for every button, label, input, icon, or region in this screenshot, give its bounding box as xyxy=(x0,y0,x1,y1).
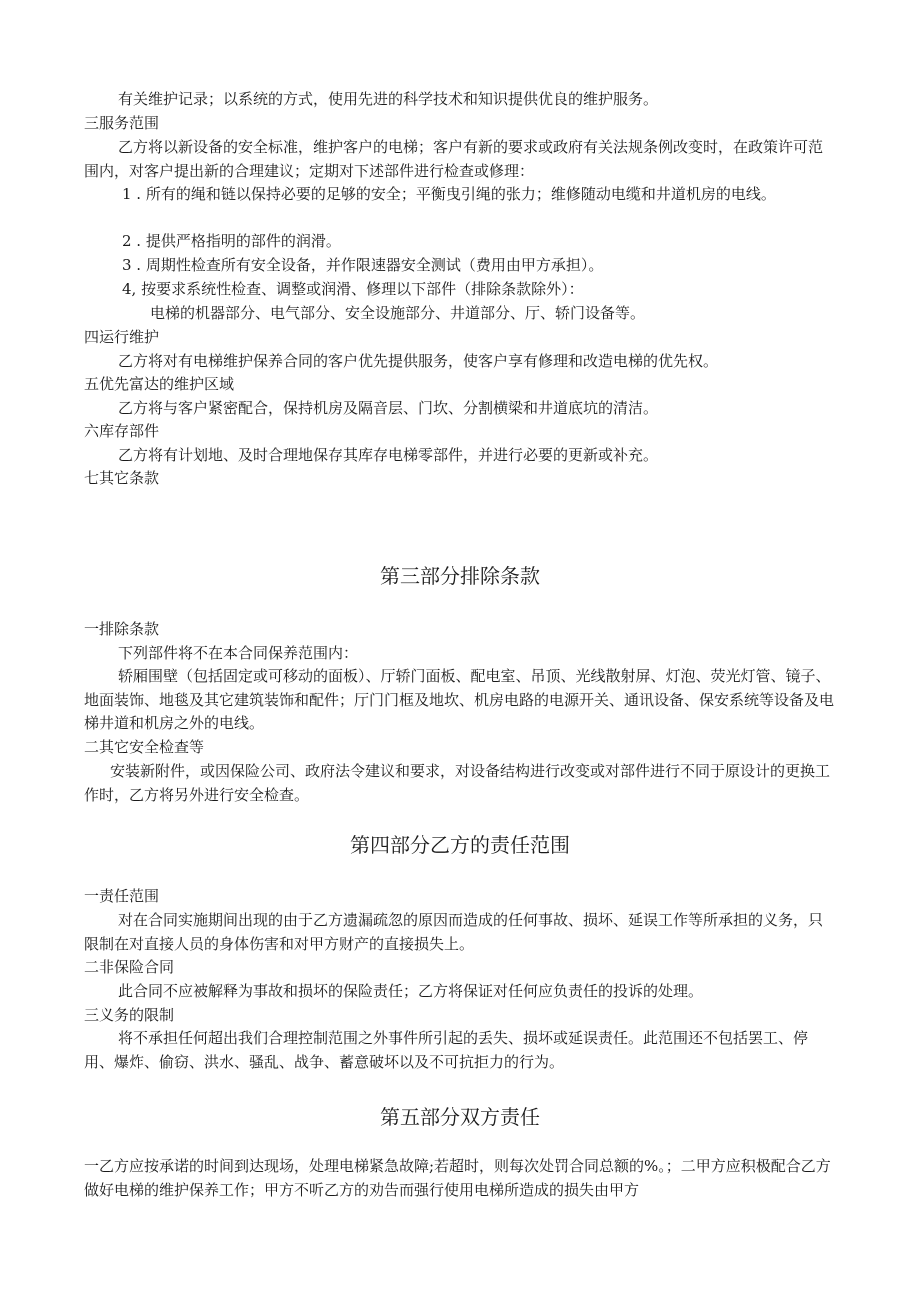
heading-inventory-parts: 六库存部件 xyxy=(84,422,160,440)
paragraph-other-safety-checks: 安装新附件，或因保险公司、政府法令建议和要求，对设备结构进行改变或对部件进行不同于原设计的更换工作时，乙方将另外进行安全检查。 xyxy=(84,762,831,804)
heading-obligation-limits: 三义务的限制 xyxy=(84,1006,175,1024)
section-title-part3: 第三部分排除条款 xyxy=(380,564,540,588)
list-item-3: 3 . 周期性检查所有安全设备，并作限速器安全测试（费用由甲方承担）。 xyxy=(122,256,604,274)
section-title-part4: 第四部分乙方的责任范围 xyxy=(350,833,570,857)
heading-other-terms: 七其它条款 xyxy=(84,469,160,487)
heading-priority-area: 五优先富达的维护区域 xyxy=(84,375,235,393)
section-title-part5: 第五部分双方责任 xyxy=(380,1105,540,1129)
list-item-4: 4, 按要求系统性检查、调整或润滑、修理以下部件（排除条款除外）： xyxy=(122,280,584,298)
list-item-4-detail: 电梯的机器部分、电气部分、安全设施部分、井道部分、厅、轿门设备等。 xyxy=(150,304,646,322)
paragraph-maintenance-records: 有关维护记录；以系统的方式，使用先进的科学技术和知识提供优良的维护服务。 xyxy=(118,90,659,108)
list-item-2: 2 . 提供严格指明的部件的润滑。 xyxy=(122,232,341,250)
heading-non-insurance: 二非保险合同 xyxy=(84,958,175,976)
paragraph-service-scope: 乙方将以新设备的安全标准，维护客户的电梯；客户有新的要求或政府有关法规条例改变时，在政策许可范围内，对客户提出新的合理建议；定期对下述部件进行检查或修理： xyxy=(84,138,824,180)
heading-operation-maintenance: 四运行维护 xyxy=(84,328,160,346)
heading-exclusions: 一排除条款 xyxy=(84,620,160,638)
paragraph-inventory-parts: 乙方将有计划地、及时合理地保存其库存电梯零部件，并进行必要的更新或补充。 xyxy=(118,446,659,464)
paragraph-liability-scope: 对在合同实施期间出现的由于乙方遗漏疏忽的原因而造成的任何事故、损坏、延误工作等所承担的义务，只限制在对直接人员的身体伤害和对甲方财产的直接损失上。 xyxy=(84,911,824,953)
list-item-1: 1 . 所有的绳和链以保持必要的足够的安全；平衡曳引绳的张力；维修随动电缆和井道机房的电线。 xyxy=(122,185,776,203)
paragraph-exclusions-intro: 下列部件将不在本合同保养范围内： xyxy=(118,644,359,662)
paragraph-priority-area: 乙方将与客户紧密配合，保持机房及隔音层、门坎、分割横梁和井道底坑的清洁。 xyxy=(118,399,659,417)
paragraph-operation-maintenance: 乙方将对有电梯维护保养合同的客户优先提供服务，使客户享有修理和改造电梯的优先权。 xyxy=(118,352,719,370)
heading-service-scope: 三服务范围 xyxy=(84,114,160,132)
paragraph-exclusions-list: 轿厢围壁（包括固定或可移动的面板）、厅轿门面板、配电室、吊顶、光线散射屏、灯泡、荧光灯管、镜子、地面装饰、地毯及其它建筑装饰和配件；厅门门框及地坎、机房电路的电源开关、通讯设备、保安系统等设备及电梯井道和机房之外的电线。 xyxy=(84,667,835,733)
paragraph-mutual-responsibilities: 一乙方应按承诺的时间到达现场，处理电梯紧急故障;若超时，则每次处罚合同总额的%。；二甲方应积极配合乙方做好电梯的维护保养工作；甲方不听乙方的劝告而强行使用电梯所造成的损失由甲方 xyxy=(84,1157,831,1199)
heading-other-safety-checks: 二其它安全检查等 xyxy=(84,738,205,756)
paragraph-obligation-limits: 将不承担任何超出我们合理控制范围之外事件所引起的丢失、损坏或延误责任。此范围还不包括罢工、停用、爆炸、偷窃、洪水、骚乱、战争、蓄意破坏以及不可抗拒力的行为。 xyxy=(84,1029,809,1071)
paragraph-non-insurance: 此合同不应被解释为事故和损坏的保险责任；乙方将保证对任何应负责任的投诉的处理。 xyxy=(118,982,704,1000)
heading-liability-scope: 一责任范围 xyxy=(84,887,160,905)
